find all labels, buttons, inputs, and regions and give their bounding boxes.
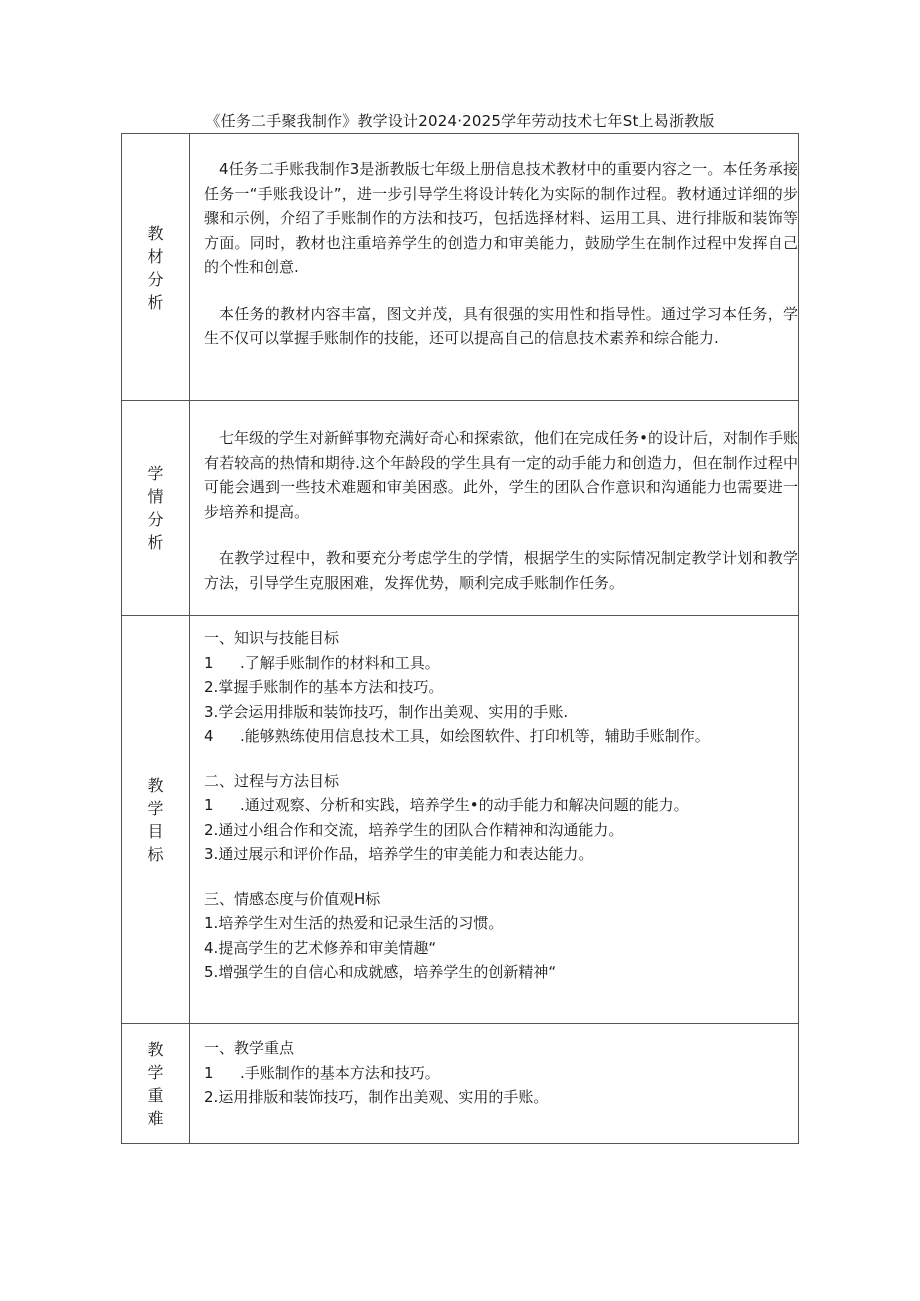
goal-item: 1.培养学生对生活的热爱和记录生活的习惯。 — [204, 914, 504, 932]
goals-heading-knowledge: 一、知识与技能目标 — [204, 629, 340, 647]
label-key-points: 教学重难 — [147, 1039, 164, 1128]
label-material-analysis: 教材分析 — [147, 224, 164, 312]
student-paragraph-1: 七年级的学生对新鲜事物充满好奇心和探索欲，他们在完成任务•的设计后，对制作手账有若较高的热情和期待.这个年龄段的学生具有一定的动手能力和创造力，但在制作过程中可能会遇到一些技术难题和审美困惑。此外，学生的团队合作意识和沟通能力也需要进一步培养和提高。 — [204, 429, 798, 521]
content-material-analysis — [190, 134, 798, 400]
content-teaching-goals — [190, 616, 798, 1023]
goals-heading-process: 二、过程与方法目标 — [204, 771, 340, 790]
goal-item: 1 .通过观察、分析和实践，培养学生•的动手能力和解决问题的能力。 — [204, 796, 689, 814]
goal-item: 4.提高学生的艺术修养和审美情趣“ — [204, 938, 437, 957]
row-key-points — [122, 1023, 798, 1143]
goal-item: 2.通过小组合作和交流，培养学生的团队合作精神和沟通能力。 — [204, 820, 624, 839]
row-student-analysis — [122, 400, 798, 615]
goal-item: 3.学会运用排版和装饰技巧，制作出美观、实用的手账. — [204, 702, 569, 721]
goals-heading-attitude: 三、情感态度与价值观H标 — [204, 889, 381, 908]
label-cell-key-points — [122, 1024, 190, 1143]
content-student-analysis — [190, 401, 798, 615]
label-teaching-goals: 教学目标 — [147, 775, 164, 864]
content-key-points — [190, 1024, 798, 1143]
key-points-heading: 一、教学重点 — [204, 1039, 295, 1057]
material-paragraph-2: 本任务的教材内容丰富，图文并茂，具有很强的实用性和指导性。通过学习本任务，学生不仅可以掌握手账制作的技能，还可以提高自己的信息技术素养和综合能力. — [204, 304, 798, 347]
row-teaching-goals — [122, 615, 798, 1023]
goal-item: 5.增强学生的自信心和成就感，培养学生的创新精神“ — [204, 963, 557, 981]
key-point-item: 2.运用排版和装饰技巧，制作出美观、实用的手账。 — [204, 1088, 549, 1106]
goal-item: 1 .了解手账制作的材料和工具。 — [204, 653, 440, 672]
goal-item: 2.掌握手账制作的基本方法和技巧。 — [204, 678, 444, 696]
document-title: 《任务二手聚我制作》教学设计2024·2025学年劳动技术七年St上曷浙教版 — [205, 112, 715, 130]
label-cell-student-analysis — [122, 401, 190, 615]
label-cell-material-analysis — [122, 134, 190, 400]
material-paragraph-1: 4任务二手账我制作3是浙教版七年级上册信息技术教材中的重要内容之一。本任务承接任务一“手账我设计”，进一步引导学生将设计转化为实际的制作过程。教材通过详细的步骤和示例，介绍了手账制作的方法和技巧，包括选择材料、运用工具、进行排版和装饰等方面。同时，教材也注重培养学生的创造力和审美能力，鼓励学生在制作过程中发挥自己的个性和创意. — [204, 160, 798, 276]
row-material-analysis — [122, 134, 798, 400]
goal-item: 4 .能够熟练使用信息技术工具，如绘图软件、打印机等，辅助手账制作。 — [204, 727, 710, 745]
label-cell-teaching-goals — [122, 616, 190, 1023]
label-student-analysis: 学情分析 — [147, 464, 164, 552]
goal-item: 3.通过展示和评价作品，培养学生的审美能力和表达能力。 — [204, 845, 594, 863]
key-point-item: 1 .手账制作的基本方法和技巧。 — [204, 1063, 440, 1082]
lesson-plan-table — [121, 133, 799, 1144]
student-paragraph-2: 在教学过程中，教和要充分考虑学生的学情，根据学生的实际情况制定教学计划和教学方法，引导学生克服困难，发挥优势，顺利完成手账制作任务。 — [204, 549, 798, 592]
